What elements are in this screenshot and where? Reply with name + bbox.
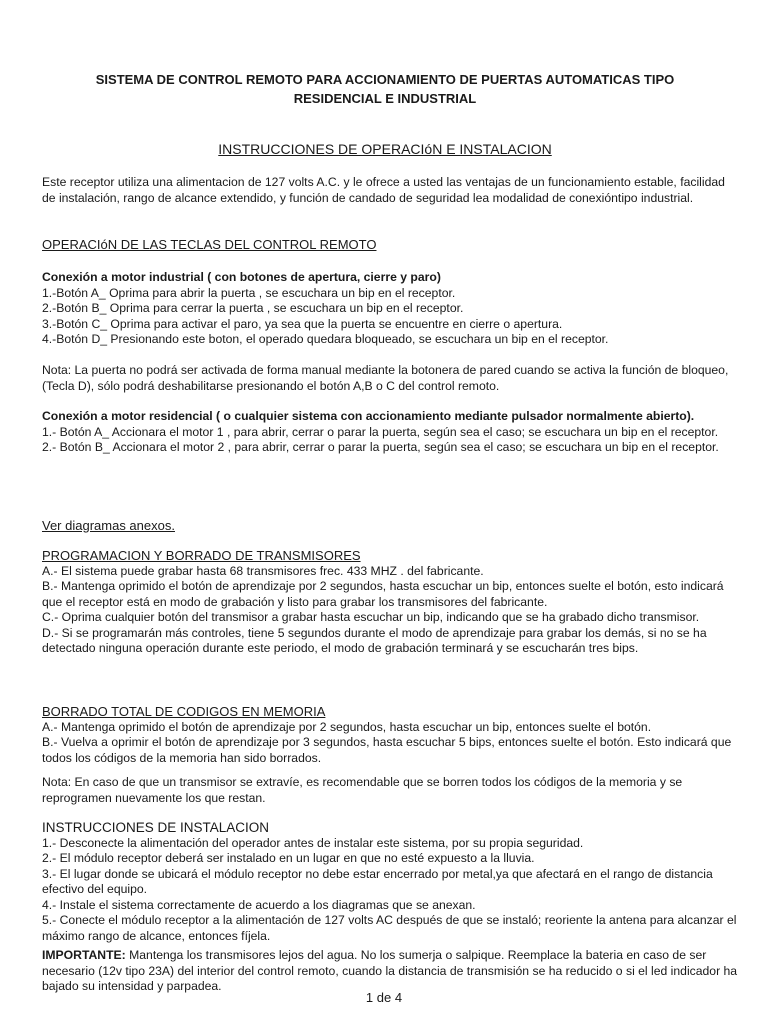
subtitle-text: INSTRUCCIONES DE OPERACIóN E INSTALACION — [218, 141, 552, 157]
title-line-2: RESIDENCIAL E INDUSTRIAL — [293, 91, 477, 106]
list-item: 2.-Botón B_ Oprima para cerrar la puerta , se escuchara un bip en el receptor. — [42, 301, 464, 315]
nota-extravio-text: Nota: En caso de que un transmisor se extravíe, es recomendable que se borren todos los códigos de la memoria y se reprogramen nuevamente los que restan. — [42, 775, 683, 805]
installation-section — [42, 820, 738, 944]
list-item: D.- Si se programarán más controles, tiene 5 segundos durante el modo de aprendizaje para grabar los demás, si no se ha detectado ninguna operación durante este periodo, el modo de grabación terminará y se escucharán tres bips. — [42, 625, 707, 655]
programming-heading: PROGRAMACION Y BORRADO DE TRANSMISORES — [42, 548, 361, 563]
list-item: 3.-Botón C_ Oprima para activar el paro, ya sea que la puerta se encuentre en cierre o apertura. — [42, 316, 563, 331]
list-item: 1.- Botón A_ Accionara el motor 1 , para abrir, cerrar o parar la puerta, según sea el caso; se escuchara un bip en el receptor. — [42, 424, 719, 439]
erase-section — [42, 704, 738, 766]
page-number: 1 de 4 — [365, 990, 403, 1005]
intro-paragraph — [42, 175, 738, 206]
nota-bloqueo — [42, 363, 738, 394]
list-item: 1.- Desconecte la alimentación del operador antes de instalar este sistema, por su propia seguridad. — [42, 835, 584, 850]
operation-heading-text: OPERACIóN DE LAS TECLAS DEL CONTROL REMOTO — [42, 237, 377, 252]
document-title — [40, 70, 730, 108]
list-item: 2.- Botón B_ Accionara el motor 2 , para abrir, cerrar o parar la puerta, según sea el caso; se escuchara un bip en el receptor. — [42, 440, 719, 454]
erase-heading: BORRADO TOTAL DE CODIGOS EN MEMORIA — [42, 704, 326, 719]
importante-label: IMPORTANTE: — [42, 948, 126, 962]
programming-section — [42, 548, 738, 657]
importante-paragraph — [42, 948, 738, 995]
operation-heading — [42, 237, 738, 253]
list-item: B.- Mantenga oprimido el botón de aprendizaje por 2 segundos, hasta escuchar un bip, entonces suelte el botón, esto indicará que el receptor está en modo de grabación y listo para grabar los transmisores del fabricante. — [42, 579, 724, 609]
list-item: B.- Vuelva a oprimir el botón de aprendizaje por 3 segundos, hasta escuchar 5 bips, entonces suelte el botón. Esto indicará que todos los códigos de la memoria han sido borrados. — [42, 735, 732, 765]
list-item: A.- Mantenga oprimido el botón de aprendizaje por 2 segundos, hasta escuchar un bip, entonces suelte el botón. — [42, 719, 652, 734]
list-item: 3.- El lugar donde se ubicará el módulo receptor no debe estar encerrado por metal,ya que afectará en el rango de distancia efectivo del equipo. — [42, 866, 713, 896]
industrial-section — [42, 270, 738, 348]
document-subtitle — [40, 140, 730, 158]
importante-body: Mantenga los transmisores lejos del agua. No los sumerja o salpique. Reemplace la bateria en caso de ser necesario (12v tipo 23A) del interior del control remoto, cuando la distancia de transmisión se ha reducido o si el led indicador ha bajado su intensidad y parpadea. — [42, 948, 738, 993]
nota-bloqueo-text: Nota: La puerta no podrá ser activada de forma manual mediante la botonera de pared cuando se activa la función de bloqueo, (Tecla D), sólo podrá deshabilitarse presionando el botón A,B o C del control remoto. — [42, 363, 729, 393]
importante-text — [42, 948, 738, 995]
list-item: C.- Oprima cualquier botón del transmisor a grabar hasta escuchar un bip, indicando que se ha grabado dicho transmisor. — [42, 610, 700, 624]
list-item: A.- El sistema puede grabar hasta 68 transmisores frec. 433 MHZ . del fabricante. — [42, 563, 484, 578]
list-item: 2.- El módulo receptor deberá ser instalado en un lugar en que no esté expuesto a la lluvia. — [42, 851, 535, 865]
list-item: 5.- Conecte el módulo receptor a la alimentación de 127 volts AC después de que se instaló; reoriente la antena para alcanzar el máximo rango de alcance, entonces fíjela. — [42, 913, 737, 943]
list-item: 1.-Botón A_ Oprima para abrir la puerta , se escuchara un bip en el receptor. — [42, 285, 456, 300]
list-item: 4.-Botón D_ Presionando este boton, el operado quedara bloqueado, se escuchara un bip en el receptor. — [42, 332, 609, 346]
ver-diagramas — [42, 518, 738, 534]
title-line-1: SISTEMA DE CONTROL REMOTO PARA ACCIONAMIENTO DE PUERTAS AUTOMATICAS TIPO — [95, 72, 675, 87]
industrial-heading: Conexión a motor industrial ( con botones de apertura, cierre y paro) — [42, 270, 441, 284]
nota-extravio — [42, 775, 738, 806]
residential-section — [42, 409, 738, 456]
list-item: 4.- Instale el sistema correctamente de acuerdo a los diagramas que se anexan. — [42, 897, 476, 912]
ver-diagramas-text: Ver diagramas anexos. — [42, 518, 175, 533]
intro-text: Este receptor utiliza una alimentacion de 127 volts A.C. y le ofrece a usted las ventajas de un funcionamiento estable, facilidad de instalación, rango de alcance extendido, y función de candado de seguridad lea modalidad de conexióntipo industrial. — [42, 175, 725, 205]
residential-heading: Conexión a motor residencial ( o cualquier sistema con accionamiento mediante pulsador normalmente abierto). — [42, 409, 695, 423]
installation-heading: INSTRUCCIONES DE INSTALACION — [42, 820, 270, 835]
